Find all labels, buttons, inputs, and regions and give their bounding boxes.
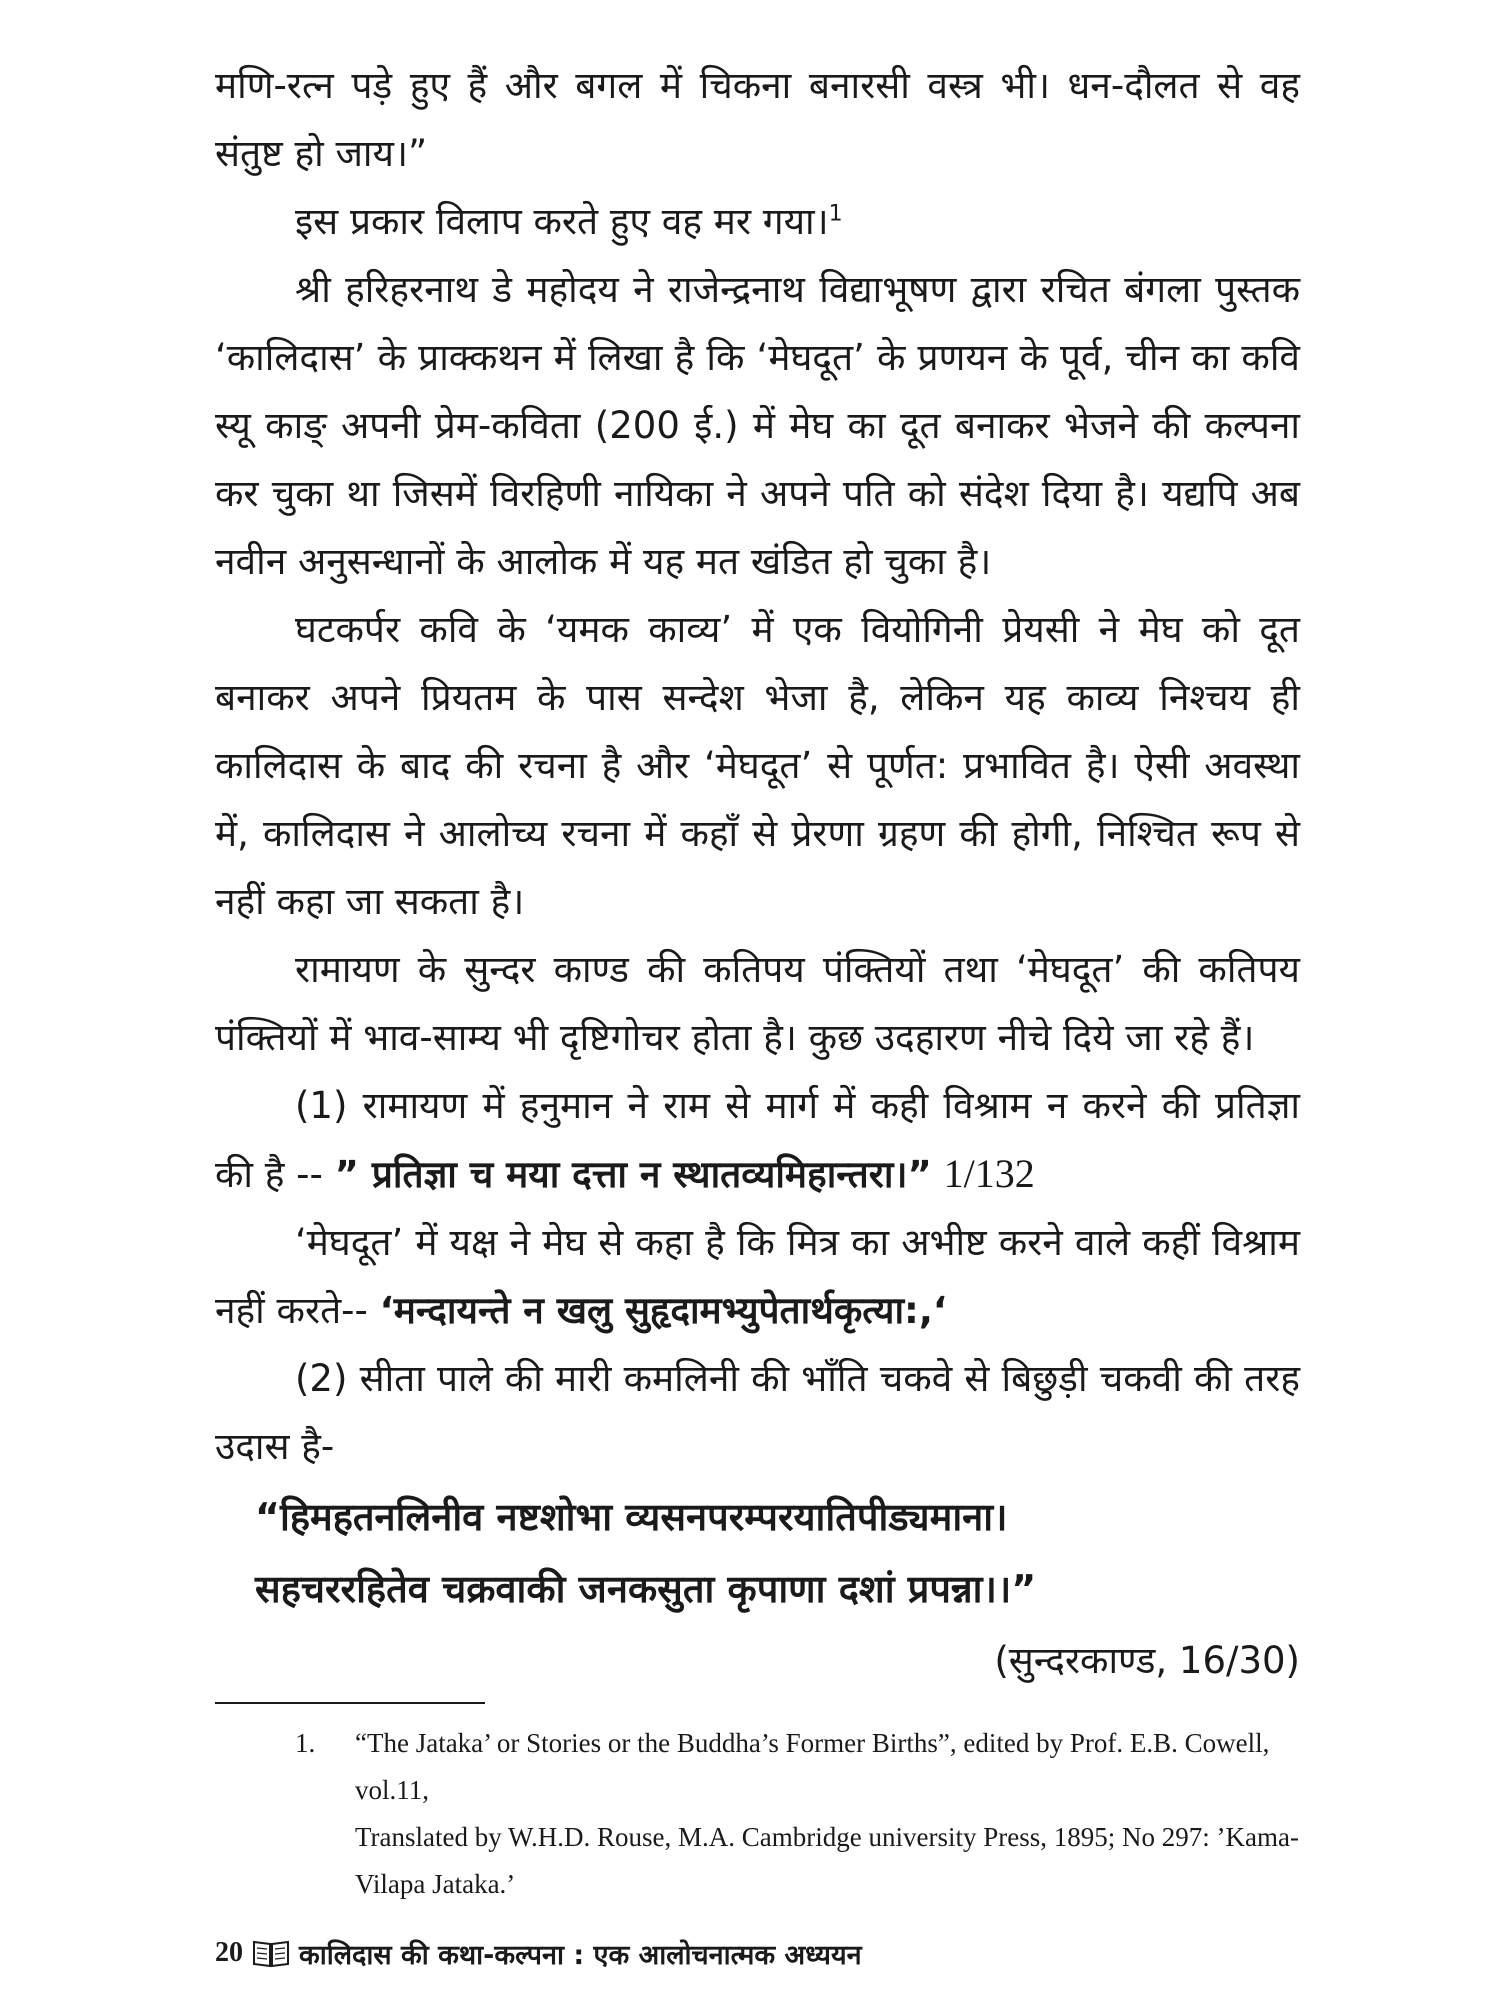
paragraph-1: मणि-रत्न पड़े हुए हैं और बगल में चिकना बनारसी वस्त्र भी। धन-दौलत से वह संतुष्ट हो जाय।”: [215, 64, 1300, 175]
paragraph-2-text: इस प्रकार विलाप करते हुए वह मर गया।: [295, 200, 829, 243]
footnote-number: 1.: [295, 1728, 316, 1758]
ramayana-quote: ” प्रतिज्ञा च मया दत्ता न स्थातव्यमिहान्तरा।”: [334, 1153, 932, 1196]
paragraph-2: [215, 188, 1300, 256]
paragraph-8: (2) सीता पाले की मारी कमलिनी की भाँति चकवे से बिछुड़ी चकवी की तरह उदास है-: [215, 1357, 1300, 1468]
verse-line-2: सहचररहितेव चक्रवाकी जनकसुता कृपाणा दशां प्रपन्ना।।”: [255, 1567, 1037, 1611]
footnote-citation-2: Translated by W.H.D. Rouse, M.A. Cambridge university Press, 1895; No 297: ’Kama-Vilapa Jataka.’: [355, 1822, 1299, 1899]
meghaduta-quote: ‘मन्दायन्ते न खलु सुहृदामभ्युपेतार्थकृत्या:,‘: [379, 1289, 947, 1332]
open-book-icon: [251, 1938, 291, 1968]
ramayana-reference: 1/132: [943, 1151, 1035, 1196]
paragraph-3: श्री हरिहरनाथ डे महोदय ने राजेन्द्रनाथ विद्याभूषण द्वारा रचित बंगला पुस्तक ‘कालिदास’ के प्राक्कथन में लिखा है कि ‘मेघदूत’ के प्रणयन के पूर्व, चीन का कवि स्यू काङ् अपनी प्रेम-कविता (200 ई.) में मेघ का दूत बनाकर भेजने की कल्पना कर चुका था जिसमें विरहिणी नायिका ने अपने पति को संदेश दिया है। यद्यपि अब नवीन अनुसन्धानों के आलोक में यह मत खंडित हो चुका है।: [215, 268, 1300, 583]
paragraph-7: [215, 1209, 1300, 1345]
verse-source: (सुन्दरकाण्ड, 16/30): [994, 1639, 1300, 1682]
running-title: कालिदास की कथा-कल्पना : एक आलोचनात्मक अध्ययन: [299, 1939, 862, 1971]
paragraph-6: [215, 1072, 1300, 1209]
verse-line-1: “हिमहतनलिनीव नष्टशोभा व्यसनपरम्परयातिपीड्यमाना।: [255, 1495, 1008, 1539]
footnote: [295, 1720, 1300, 1908]
paragraph-4: घटकर्पर कवि के ‘यमक काव्य’ में एक वियोगिनी प्रेयसी ने मेघ को दूत बनाकर अपने प्रियतम के पास सन्देश भेजा है, लेकिन यह काव्य निश्चय ही कालिदास के बाद की रचना है और ‘मेघदूत’ से पूर्णत: प्रभावित है। ऐसी अवस्था में, कालिदास ने आलोच्य रचना में कहाँ से प्रेरणा ग्रहण की होगी, निश्चित रूप से नहीं कहा जा सकता है।: [215, 608, 1300, 923]
paragraph-6-text: (1) रामायण में हनुमान ने राम से मार्ग में कही विश्राम न करने की प्रतिज्ञा की है --: [215, 1084, 1300, 1196]
footnote-reference: 1: [828, 201, 843, 227]
footnote-divider: [215, 1702, 485, 1704]
page-footer: [215, 1935, 862, 1971]
main-text: [215, 52, 1300, 1697]
paragraph-5: रामायण के सुन्दर काण्ड की कतिपय पंक्तियों तथा ‘मेघदूत’ की कतिपय पंक्तियों में भाव-साम्य भी दृष्टिगोचर होता है। कुछ उदहारण नीचे दिये जा रहे हैं।: [215, 948, 1300, 1059]
page-number: 20: [215, 1937, 243, 1968]
paragraph-7-text: ‘मेघदूत’ में यक्ष ने मेघ से कहा है कि मित्र का अभीष्ट करने वाले कहीं विश्राम नहीं करते--: [215, 1221, 1300, 1332]
footnote-citation-1: “The Jataka’ or Stories or the Buddha’s Former Births”, edited by Prof. E.B. Cowell, vol.11,: [355, 1728, 1270, 1805]
